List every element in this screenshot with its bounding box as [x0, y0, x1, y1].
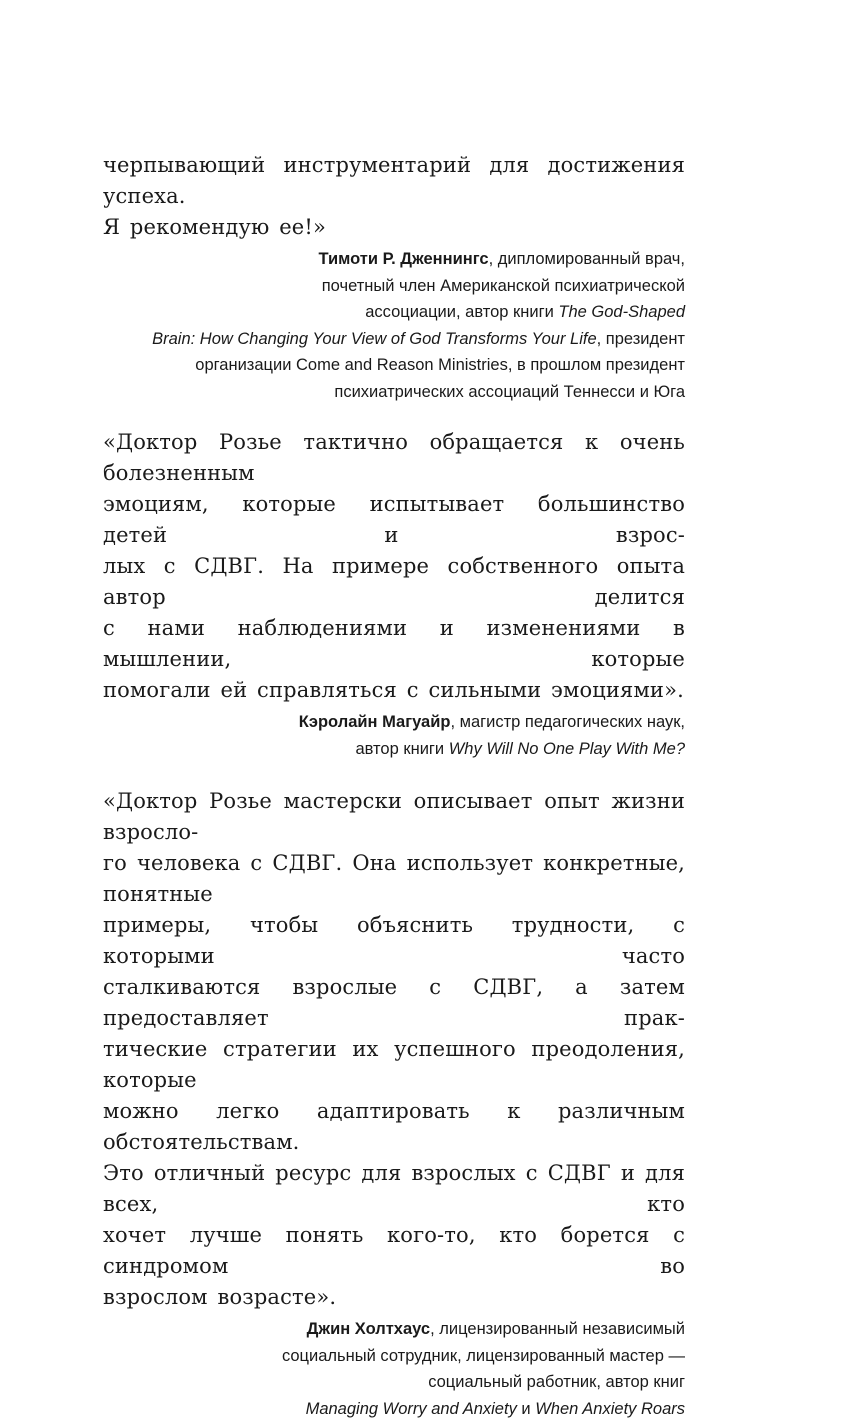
- quote-line: «Доктор Розье тактично обращается к очень болезненным: [103, 430, 685, 485]
- quote-line: Я рекомендую ее!»: [103, 215, 326, 239]
- quote-line: лых с СДВГ. На примере собственного опыта автор делится: [103, 554, 685, 609]
- attribution-3: Джин Холтхаус, лицензированный независимый социальный сотрудник, лицензированный мастер — социальный работник, автор книг Managing Worry and Anxiety и When Anxiety Roars: [281, 1320, 685, 1418]
- quote-line: черпывающий инструментарий для достижения успеха.: [103, 153, 685, 208]
- author-name: Кэролайн Магуайр: [298, 713, 451, 731]
- author-name: Тимоти Р. Дженнингс: [318, 250, 489, 268]
- quote-2: [103, 427, 685, 706]
- quote-3: [103, 786, 685, 1313]
- quote-line: хочет лучше понять кого-то, кто борется с синдромом во: [103, 1223, 685, 1278]
- quote-line: можно легко адаптировать к различным обстоятельствам.: [103, 1099, 685, 1154]
- quote-line: го человека с СДВГ. Она использует конкретные, понятные: [103, 851, 685, 906]
- quote-line: сталкиваются взрослые с СДВГ, а затем предоставляет прак-: [103, 975, 685, 1030]
- quote-line: Это отличный ресурс для взрослых с СДВГ и для всех, кто: [103, 1161, 685, 1216]
- book-title: When Anxiety Roars: [535, 1399, 685, 1418]
- quote-1: [103, 150, 685, 243]
- book-title: The God-Shaped: [558, 303, 685, 321]
- quote-line: эмоциям, которые испытывает большинство детей и взрос-: [103, 492, 685, 547]
- attribution-1: Тимоти Р. Дженнингс, дипломированный врач, почетный член Американской психиатрической ассоциации, автор книги The God-Shaped Brain: How Changing Your View of God Transforms Your Life, президент организации Come and Reason Ministries, в прошлом президент психиатрических ассоциаций Теннесси и Юга: [152, 250, 685, 401]
- quote-line: тические стратегии их успешного преодоления, которые: [103, 1037, 685, 1092]
- attribution-2: Кэролайн Магуайр, магистр педагогических наук, автор книги Why Will No One Play With Me?: [298, 713, 685, 758]
- quote-line: примеры, чтобы объяснить трудности, с которыми часто: [103, 913, 685, 968]
- book-title: Brain: How Changing Your View of God Transforms Your Life: [152, 329, 597, 348]
- book-page: [103, 150, 685, 1422]
- quote-line: с нами наблюдениями и изменениями в мышлении, которые: [103, 616, 685, 671]
- quote-line: взрослом возрасте».: [103, 1285, 337, 1309]
- quote-line: «Доктор Розье мастерски описывает опыт жизни взросло-: [103, 789, 685, 844]
- book-title: Managing Worry and Anxiety: [305, 1399, 517, 1418]
- author-name: Джин Холтхаус: [306, 1320, 431, 1338]
- quote-line: помогали ей справляться с сильными эмоциями».: [103, 678, 684, 702]
- book-title: Why Will No One Play With Me?: [448, 739, 685, 758]
